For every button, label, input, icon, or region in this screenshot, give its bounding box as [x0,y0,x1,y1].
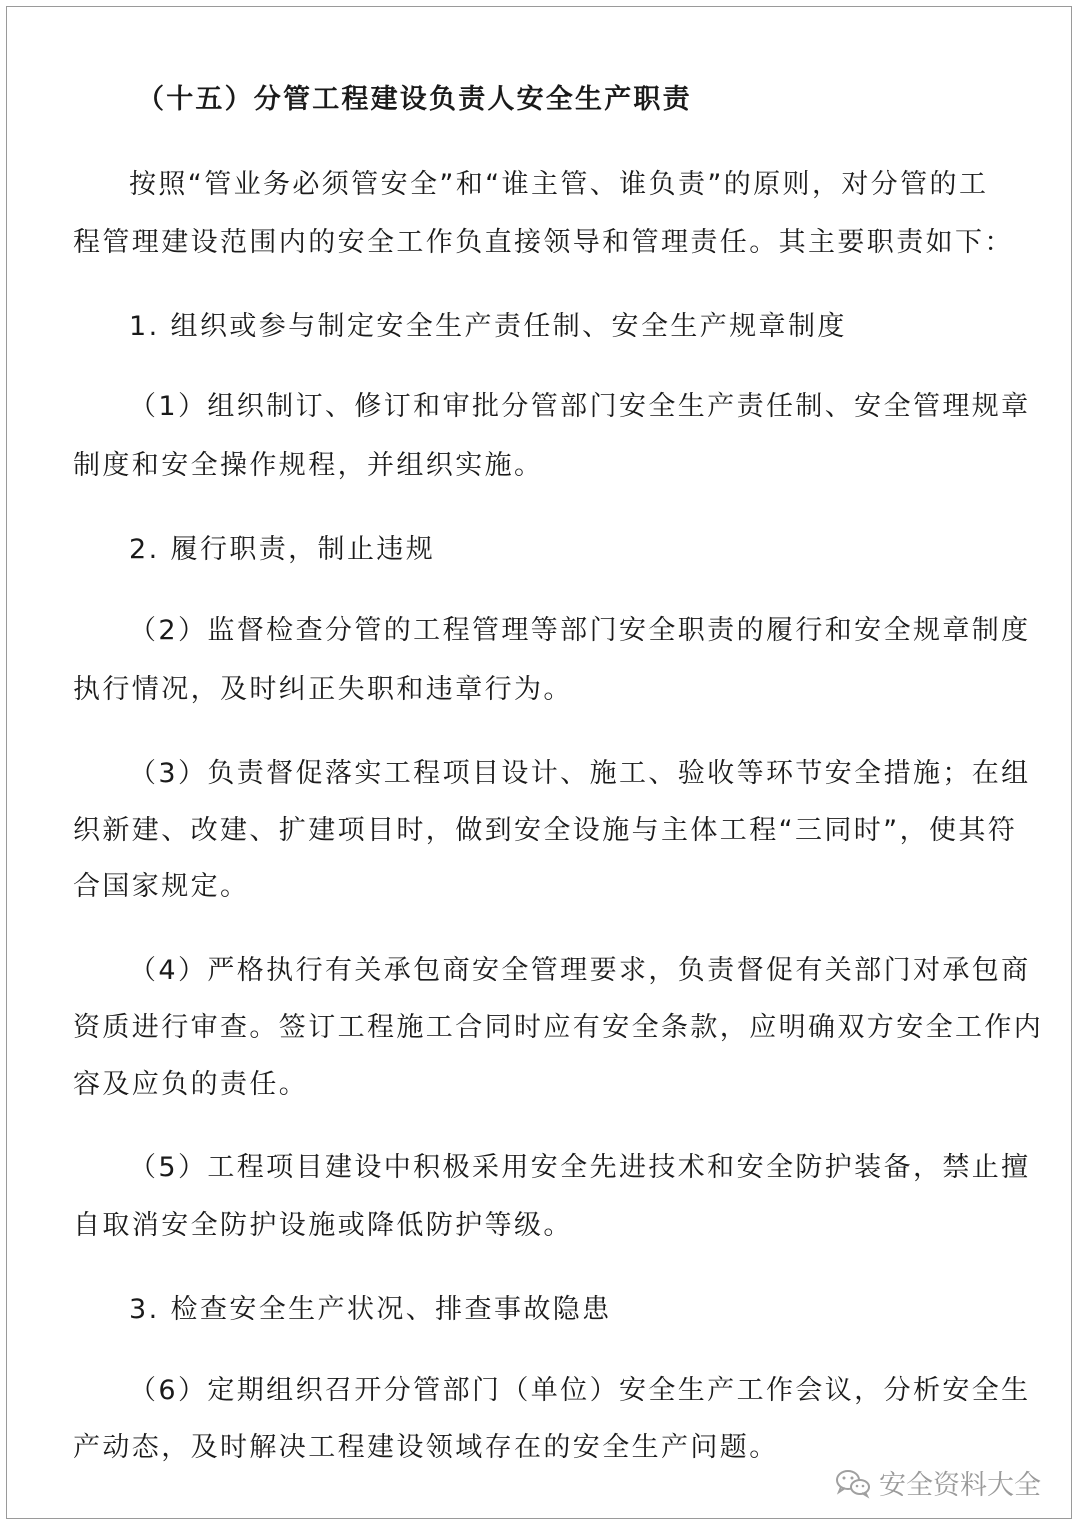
intro-line-2: 程管理建设范围内的安全工作负直接领导和管理责任。其主要职责如下： [73,227,1014,258]
intro-line-1: 按照“管业务必须管安全”和“谁主管、谁负责”的原则，对分管的工 [129,169,989,200]
item-6-line-2: 产动态，及时解决工程建设领域存在的安全生产问题。 [73,1432,779,1463]
item-2-line-1: （2）监督检查分管的工程管理等部门安全职责的履行和安全规章制度 [129,615,1031,646]
heading-1: 1. 组织或参与制定安全生产责任制、安全生产规章制度 [129,311,847,342]
item-4-line-1: （4）严格执行有关承包商安全管理要求，负责督促有关部门对承包商 [129,955,1031,986]
wechat-icon [833,1467,873,1499]
item-4-line-3: 容及应负的责任。 [73,1069,309,1100]
item-5-line-1: （5）工程项目建设中积极采用安全先进技术和安全防护装备，禁止擅 [129,1152,1031,1183]
heading-2: 2. 履行职责，制止违规 [129,534,436,565]
item-4-line-2: 资质进行审查。签订工程施工合同时应有安全条款，应明确双方安全工作内 [73,1012,1044,1043]
section-title: （十五）分管工程建设负责人安全生产职责 [137,84,692,115]
item-1-line-1: （1）组织制订、修订和审批分管部门安全生产责任制、安全管理规章 [129,391,1031,422]
item-1-line-2: 制度和安全操作规程，并组织实施。 [73,450,544,481]
item-6-line-1: （6）定期组织召开分管部门（单位）安全生产工作会议，分析安全生 [129,1375,1031,1406]
item-3-line-1: （3）负责督促落实工程项目设计、施工、验收等环节安全措施；在组 [129,758,1031,789]
item-3-line-2: 织新建、改建、扩建项目时，做到安全设施与主体工程“三同时”，使其符 [73,815,1018,846]
heading-3: 3. 检查安全生产状况、排查事故隐患 [129,1294,612,1325]
watermark [833,1463,1041,1502]
item-2-line-2: 执行情况，及时纠正失职和违章行为。 [73,674,573,705]
document-page [6,6,1072,1519]
item-5-line-2: 自取消安全防护设施或降低防护等级。 [73,1210,573,1241]
watermark-text: 安全资料大全 [879,1470,1041,1501]
item-3-line-3: 合国家规定。 [73,871,250,902]
